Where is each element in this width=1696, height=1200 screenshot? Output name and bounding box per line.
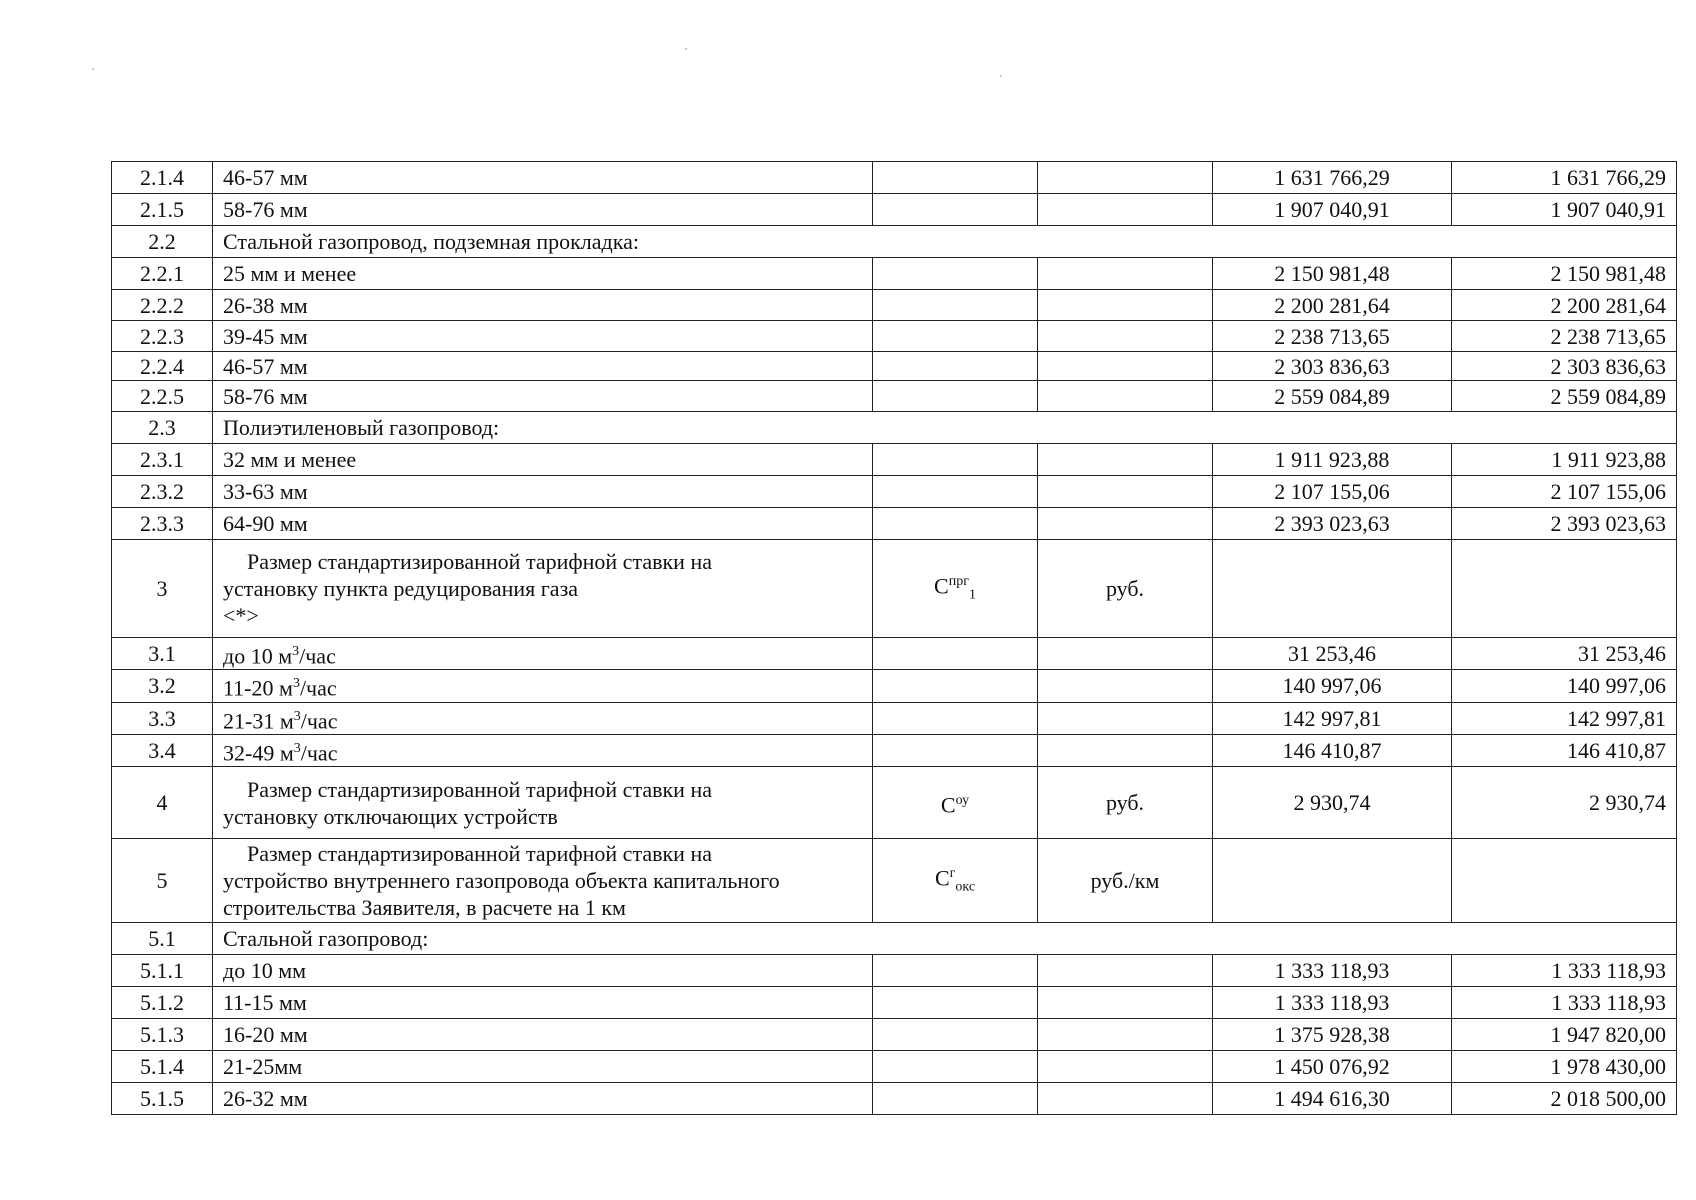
table-row	[112, 1051, 1677, 1083]
description-cell	[213, 734, 873, 766]
description-cell: 58-76 мм	[213, 194, 873, 226]
row-number-cell: 2.3.3	[112, 508, 213, 540]
table-row	[112, 476, 1677, 508]
value-cell: 146 410,87	[1452, 734, 1677, 766]
table-row	[112, 162, 1677, 194]
table-row	[112, 540, 1677, 638]
unit-cell	[1038, 734, 1213, 766]
row-number-cell: 2.2.4	[112, 352, 213, 381]
row-number-cell: 2.2.1	[112, 258, 213, 290]
value-cell: 142 997,81	[1213, 702, 1452, 734]
description-line: установку пункта редуцирования газа	[223, 576, 579, 601]
table-row	[112, 352, 1677, 381]
symbol-cell	[873, 381, 1038, 412]
value-cell: 2 303 836,63	[1213, 352, 1452, 381]
unit-cell	[1038, 702, 1213, 734]
unit-cell	[1038, 162, 1213, 194]
value-cell: 2 018 500,00	[1452, 1083, 1677, 1115]
value-cell	[1452, 839, 1677, 923]
superscript: 3	[292, 644, 300, 659]
description-cell: 25 мм и менее	[213, 258, 873, 290]
superscript: 3	[293, 740, 301, 756]
description-line: <*>	[223, 603, 259, 628]
symbol-cell	[873, 290, 1038, 321]
symbol-cell	[873, 1019, 1038, 1051]
unit-cell	[1038, 1083, 1213, 1115]
value-cell: 2 150 981,48	[1452, 258, 1677, 290]
unit-cell	[1038, 290, 1213, 321]
description-cell: 26-32 мм	[213, 1083, 873, 1115]
row-number-cell: 5	[112, 839, 213, 923]
description-text: до 10 м	[223, 643, 293, 669]
value-cell	[1213, 839, 1452, 923]
table-row	[112, 987, 1677, 1019]
row-number-cell: 5.1.5	[112, 1083, 213, 1115]
value-cell: 2 238 713,65	[1213, 321, 1452, 352]
scan-speck	[1000, 75, 1002, 77]
description-line: Размер стандартизированной тарифной ставки на	[247, 549, 712, 574]
unit-cell	[1038, 258, 1213, 290]
unit-cell	[1038, 194, 1213, 226]
description-text: /час	[299, 643, 336, 669]
value-cell: 1 631 766,29	[1452, 162, 1677, 194]
unit-cell: руб.	[1038, 540, 1213, 638]
row-number-cell: 5.1.3	[112, 1019, 213, 1051]
description-cell: 33-63 мм	[213, 476, 873, 508]
value-cell: 2 107 155,06	[1452, 476, 1677, 508]
symbol-cell	[873, 955, 1038, 987]
symbol-cell	[873, 987, 1038, 1019]
symbol-base: C	[940, 792, 956, 818]
description-line: Размер стандартизированной тарифной ставки на	[247, 776, 712, 802]
value-cell: 1 375 928,38	[1213, 1019, 1452, 1051]
row-number-cell: 2.2.2	[112, 290, 213, 321]
table-row	[112, 702, 1677, 734]
table-row	[112, 258, 1677, 290]
value-cell: 2 393 023,63	[1452, 508, 1677, 540]
tariff-table-body	[112, 162, 1677, 1115]
value-cell: 1 978 430,00	[1452, 1051, 1677, 1083]
description-cell: 26-38 мм	[213, 290, 873, 321]
scan-speck	[685, 48, 687, 50]
symbol-cell	[873, 352, 1038, 381]
unit-cell	[1038, 638, 1213, 670]
table-row	[112, 670, 1677, 702]
value-cell: 1 333 118,93	[1452, 987, 1677, 1019]
row-number-cell: 2.2.3	[112, 321, 213, 352]
value-cell: 1 333 118,93	[1213, 987, 1452, 1019]
value-cell: 146 410,87	[1213, 734, 1452, 766]
symbol-cell	[873, 767, 1038, 839]
table-row	[112, 194, 1677, 226]
table-row	[112, 638, 1677, 670]
symbol-cell	[873, 540, 1038, 638]
section-title-cell: Стальной газопровод, подземная прокладка:	[213, 226, 1677, 258]
table-row	[112, 226, 1677, 258]
section-title-cell: Полиэтиленовый газопровод:	[213, 412, 1677, 444]
row-number-cell: 3.2	[112, 670, 213, 702]
value-cell: 2 200 281,64	[1452, 290, 1677, 321]
row-number-cell: 2.2.5	[112, 381, 213, 412]
row-number-cell: 5.1.2	[112, 987, 213, 1019]
tariff-table	[111, 161, 1677, 1115]
symbol-cell	[873, 444, 1038, 476]
table-row	[112, 955, 1677, 987]
unit-cell	[1038, 987, 1213, 1019]
symbol-cell	[873, 476, 1038, 508]
symbol-subscript: 1	[968, 587, 976, 603]
description-cell: 39-45 мм	[213, 321, 873, 352]
description-text: /час	[299, 675, 337, 701]
description-cell: 32 мм и менее	[213, 444, 873, 476]
symbol-cell	[873, 702, 1038, 734]
description-cell: 64-90 мм	[213, 508, 873, 540]
row-number-cell: 2.2	[112, 226, 213, 258]
unit-cell	[1038, 508, 1213, 540]
symbol-cell	[873, 194, 1038, 226]
symbol-base: C	[934, 573, 949, 599]
value-cell: 1 631 766,29	[1213, 162, 1452, 194]
value-cell: 2 200 281,64	[1213, 290, 1452, 321]
table-row	[112, 444, 1677, 476]
description-cell	[213, 638, 873, 670]
superscript: 3	[293, 708, 301, 724]
value-cell: 31 253,46	[1213, 638, 1452, 670]
value-cell: 1 450 076,92	[1213, 1051, 1452, 1083]
value-cell	[1213, 540, 1452, 638]
row-number-cell: 3.1	[112, 638, 213, 670]
description-cell	[213, 839, 873, 923]
row-number-cell: 2.3	[112, 412, 213, 444]
table-row	[112, 1019, 1677, 1051]
row-number-cell: 5.1.1	[112, 955, 213, 987]
row-number-cell: 2.3.2	[112, 476, 213, 508]
table-row	[112, 412, 1677, 444]
row-number-cell: 5.1	[112, 923, 213, 955]
section-title-cell: Стальной газопровод:	[213, 923, 1677, 955]
unit-cell	[1038, 476, 1213, 508]
unit-cell	[1038, 352, 1213, 381]
value-cell: 2 303 836,63	[1452, 352, 1677, 381]
symbol-subscript: окс	[955, 880, 976, 896]
description-text: 21-31 м	[223, 707, 294, 733]
description-cell: 46-57 мм	[213, 352, 873, 381]
row-number-cell: 2.1.4	[112, 162, 213, 194]
description-line: установку отключающих устройств	[223, 803, 558, 829]
description-cell: до 10 мм	[213, 955, 873, 987]
value-cell: 2 238 713,65	[1452, 321, 1677, 352]
symbol-base: C	[934, 865, 950, 891]
symbol-cell	[873, 162, 1038, 194]
value-cell	[1452, 540, 1677, 638]
symbol-cell	[873, 1083, 1038, 1115]
value-cell: 1 907 040,91	[1452, 194, 1677, 226]
description-cell	[213, 702, 873, 734]
description-text: /час	[300, 707, 338, 733]
description-line: строительства Заявителя, в расчете на 1 км	[223, 895, 626, 921]
unit-cell	[1038, 321, 1213, 352]
value-cell: 140 997,06	[1213, 670, 1452, 702]
row-number-cell: 5.1.4	[112, 1051, 213, 1083]
symbol-cell	[873, 670, 1038, 702]
value-cell: 2 559 084,89	[1452, 381, 1677, 412]
symbol-superscript: прг	[948, 574, 969, 590]
value-cell: 31 253,46	[1452, 638, 1677, 670]
description-cell: 46-57 мм	[213, 162, 873, 194]
value-cell: 1 947 820,00	[1452, 1019, 1677, 1051]
unit-cell	[1038, 444, 1213, 476]
row-number-cell: 2.1.5	[112, 194, 213, 226]
description-cell: 11-15 мм	[213, 987, 873, 1019]
row-number-cell: 3.4	[112, 734, 213, 766]
value-cell: 1 494 616,30	[1213, 1083, 1452, 1115]
unit-cell: руб.	[1038, 767, 1213, 839]
value-cell: 140 997,06	[1452, 670, 1677, 702]
row-number-cell: 3	[112, 540, 213, 638]
symbol-superscript: оу	[955, 793, 970, 809]
description-cell	[213, 767, 873, 839]
unit-cell	[1038, 955, 1213, 987]
description-text: 32-49 м	[223, 740, 294, 766]
unit-cell	[1038, 381, 1213, 412]
table-row	[112, 1083, 1677, 1115]
row-number-cell: 3.3	[112, 702, 213, 734]
description-cell: 58-76 мм	[213, 381, 873, 412]
value-cell: 1 907 040,91	[1213, 194, 1452, 226]
symbol-cell	[873, 1051, 1038, 1083]
row-number-cell: 4	[112, 767, 213, 839]
table-row	[112, 508, 1677, 540]
description-cell: 16-20 мм	[213, 1019, 873, 1051]
value-cell: 1 333 118,93	[1452, 955, 1677, 987]
table-row	[112, 381, 1677, 412]
value-cell: 2 107 155,06	[1213, 476, 1452, 508]
scan-speck	[92, 68, 94, 70]
value-cell: 1 333 118,93	[1213, 955, 1452, 987]
description-text: 11-20 м	[223, 675, 293, 701]
symbol-cell	[873, 508, 1038, 540]
value-cell: 2 930,74	[1213, 767, 1452, 839]
description-cell: 21-25мм	[213, 1051, 873, 1083]
description-cell	[213, 540, 873, 638]
description-text: /час	[300, 740, 338, 766]
value-cell: 2 393 023,63	[1213, 508, 1452, 540]
row-number-cell: 2.3.1	[112, 444, 213, 476]
value-cell: 2 559 084,89	[1213, 381, 1452, 412]
superscript: 3	[292, 676, 300, 692]
unit-cell	[1038, 1019, 1213, 1051]
table-row	[112, 734, 1677, 766]
table-row	[112, 839, 1677, 923]
symbol-superscript: г	[949, 866, 956, 882]
value-cell: 2 930,74	[1452, 767, 1677, 839]
symbol-cell	[873, 321, 1038, 352]
description-cell	[213, 670, 873, 702]
symbol-cell	[873, 258, 1038, 290]
table-row	[112, 923, 1677, 955]
table-row	[112, 767, 1677, 839]
unit-cell	[1038, 1051, 1213, 1083]
symbol-cell	[873, 638, 1038, 670]
value-cell: 1 911 923,88	[1213, 444, 1452, 476]
table-row	[112, 321, 1677, 352]
value-cell: 2 150 981,48	[1213, 258, 1452, 290]
value-cell: 142 997,81	[1452, 702, 1677, 734]
description-line: Размер стандартизированной тарифной ставки на	[247, 841, 712, 867]
unit-cell	[1038, 670, 1213, 702]
symbol-cell	[873, 734, 1038, 766]
value-cell: 1 911 923,88	[1452, 444, 1677, 476]
table-row	[112, 290, 1677, 321]
unit-cell: руб./км	[1038, 839, 1213, 923]
description-line: устройство внутреннего газопровода объекта капитального	[223, 868, 780, 894]
symbol-cell	[873, 839, 1038, 923]
